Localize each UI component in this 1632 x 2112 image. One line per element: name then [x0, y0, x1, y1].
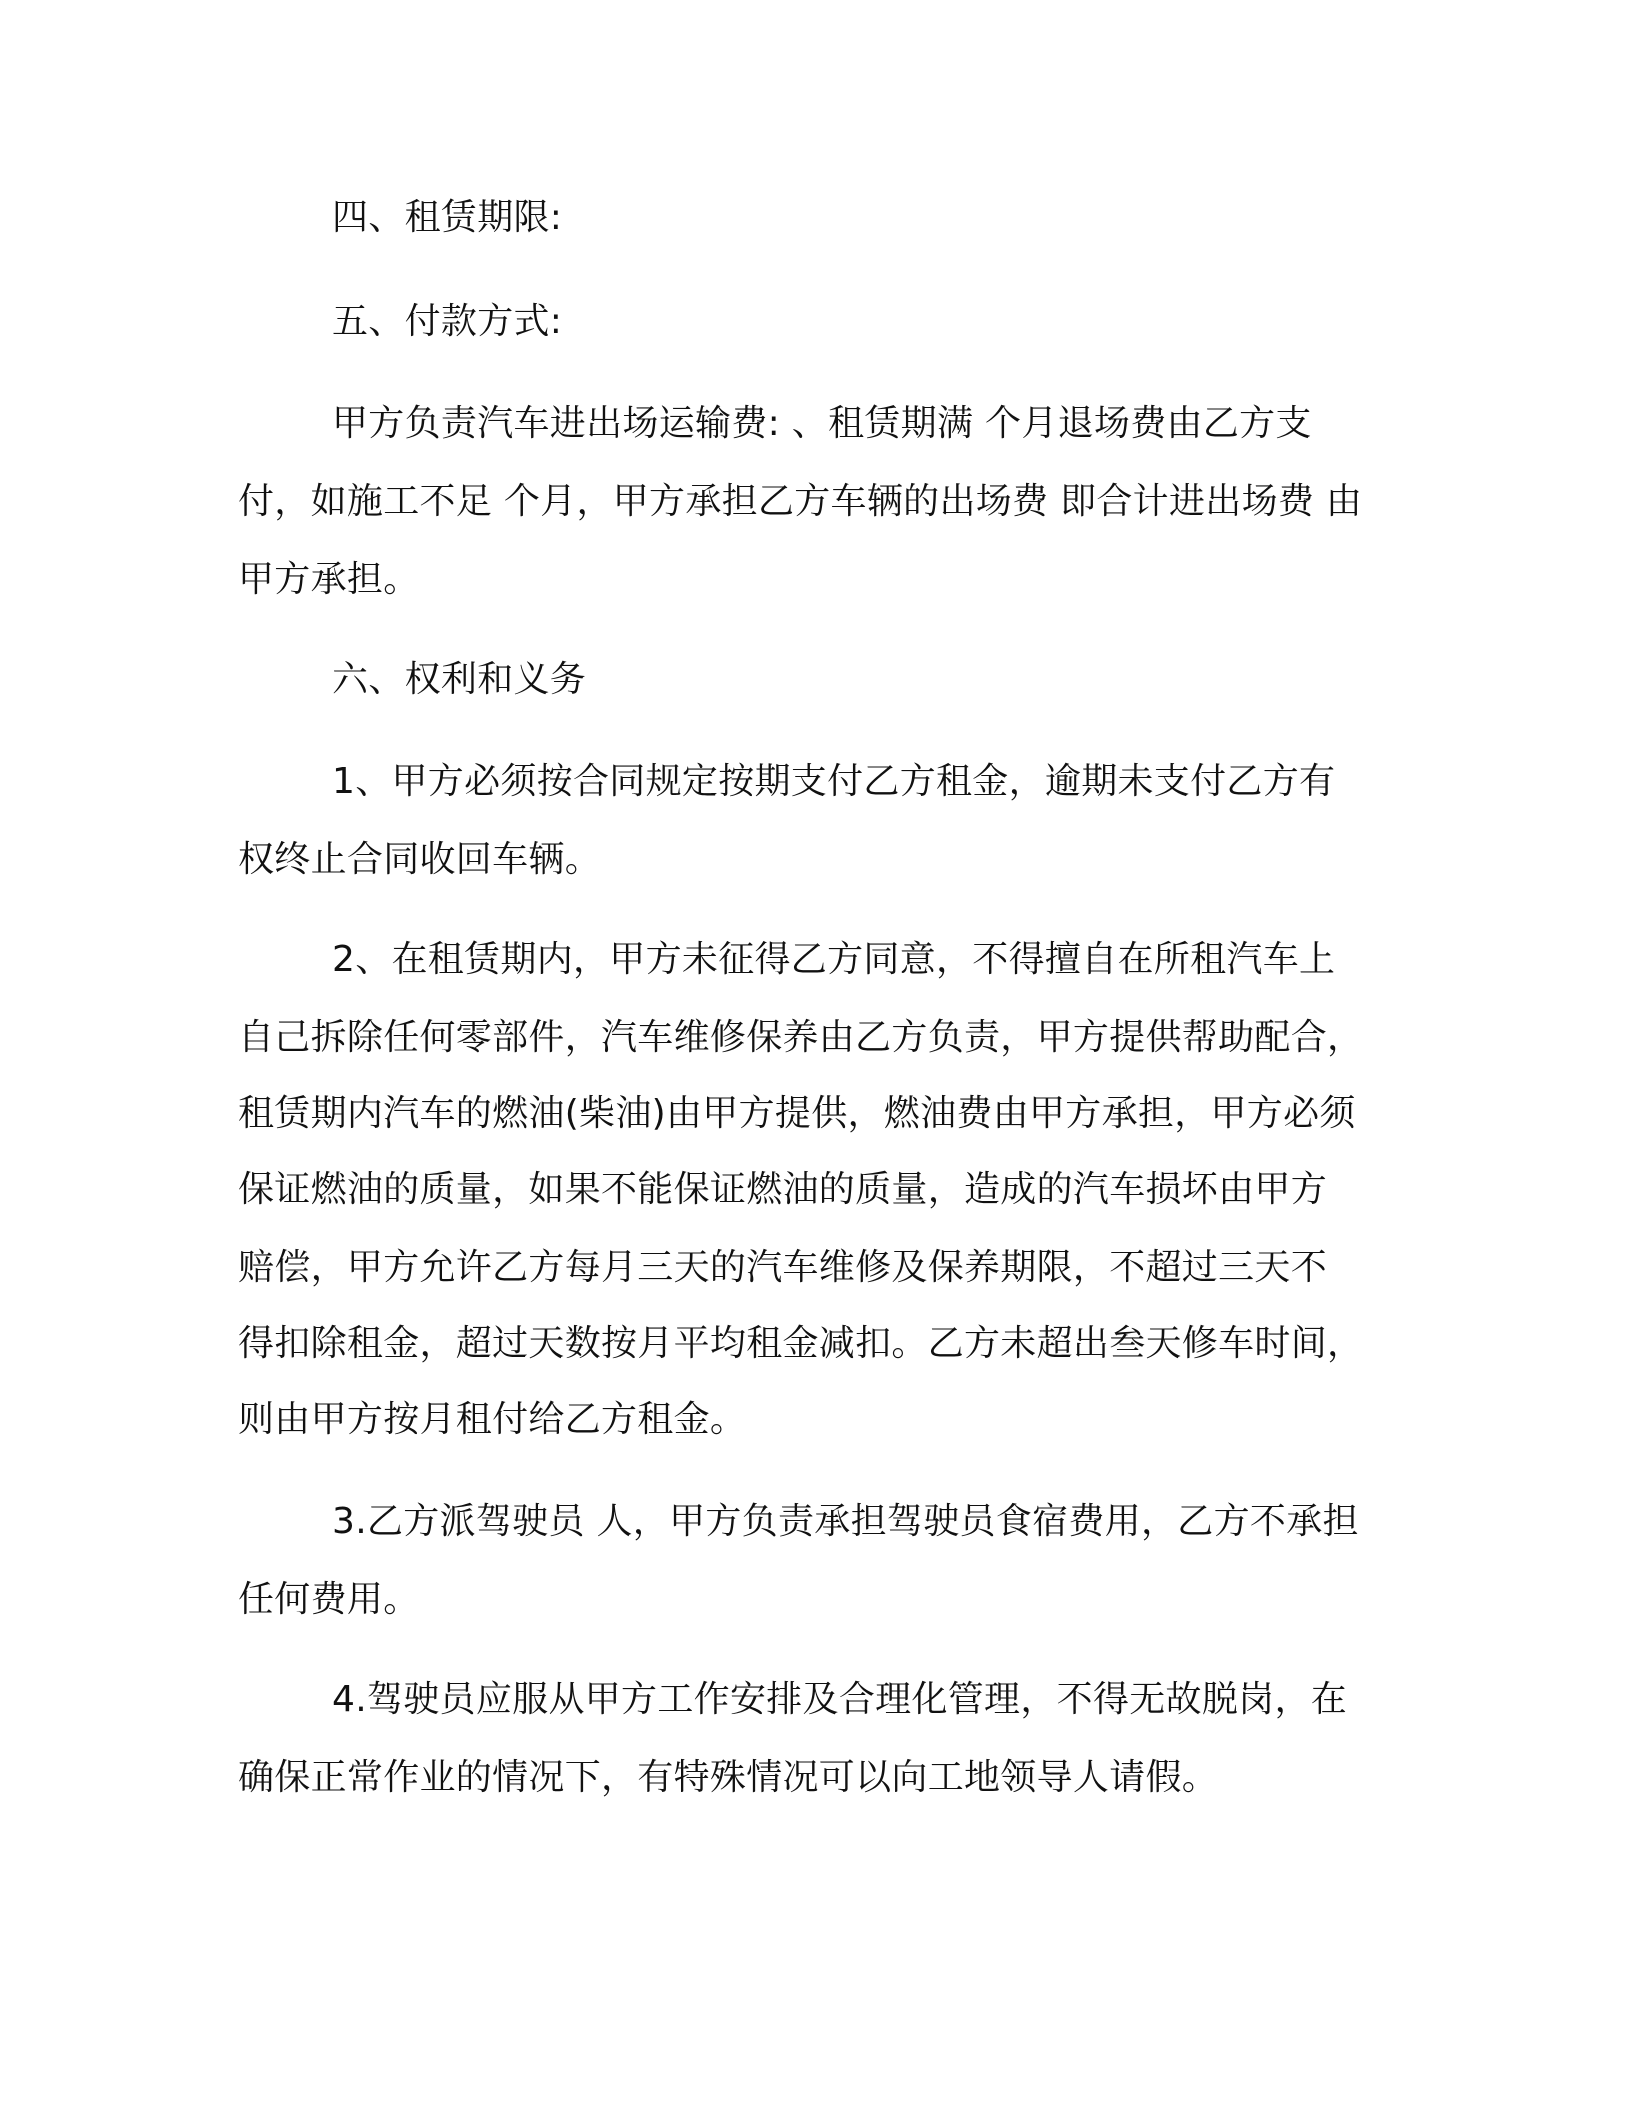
paragraph-line: 付，如施工不足 个月，甲方承担乙方车辆的出场费 即合计进出场费 由: [238, 481, 1363, 522]
paragraph-line: 保证燃油的质量，如果不能保证燃油的质量，造成的汽车损坏由甲方: [238, 1169, 1328, 1210]
paragraph-line: 自己拆除任何零部件，汽车维修保养由乙方负责，甲方提供帮助配合，: [238, 1017, 1364, 1058]
paragraph-line: 甲方承担。: [238, 559, 420, 600]
paragraph-line: 赔偿，甲方允许乙方每月三天的汽车维修及保养期限，不超过三天不: [238, 1247, 1328, 1288]
paragraph-line: 则由甲方按月租付给乙方租金。: [238, 1399, 747, 1440]
section-heading-lease-term: 四、租赁期限:: [332, 197, 563, 238]
paragraph-line: 1、甲方必须按合同规定按期支付乙方租金，逾期未支付乙方有: [332, 761, 1336, 802]
paragraph-line: 4.驾驶员应服从甲方工作安排及合理化管理，不得无故脱岗，在: [332, 1679, 1348, 1720]
paragraph-line: 租赁期内汽车的燃油(柴油)由甲方提供，燃油费由甲方承担，甲方必须: [238, 1093, 1356, 1134]
paragraph-line: 3.乙方派驾驶员 人，甲方负责承担驾驶员食宿费用，乙方不承担: [332, 1501, 1359, 1542]
paragraph-line: 2、在租赁期内，甲方未征得乙方同意，不得擅自在所租汽车上: [332, 939, 1336, 980]
paragraph-line: 确保正常作业的情况下，有特殊情况可以向工地领导人请假。: [238, 1757, 1219, 1798]
paragraph-line: 得扣除租金，超过天数按月平均租金减扣。乙方未超出叁天修车时间，: [238, 1323, 1364, 1364]
paragraph-line: 权终止合同收回车辆。: [238, 839, 602, 880]
section-heading-payment-method: 五、付款方式:: [332, 301, 563, 342]
paragraph-line: 甲方负责汽车进出场运输费: 、租赁期满 个月退场费由乙方支: [332, 403, 1312, 444]
paragraph-line: 任何费用。: [238, 1579, 420, 1620]
section-heading-rights-obligations: 六、权利和义务: [332, 659, 587, 700]
